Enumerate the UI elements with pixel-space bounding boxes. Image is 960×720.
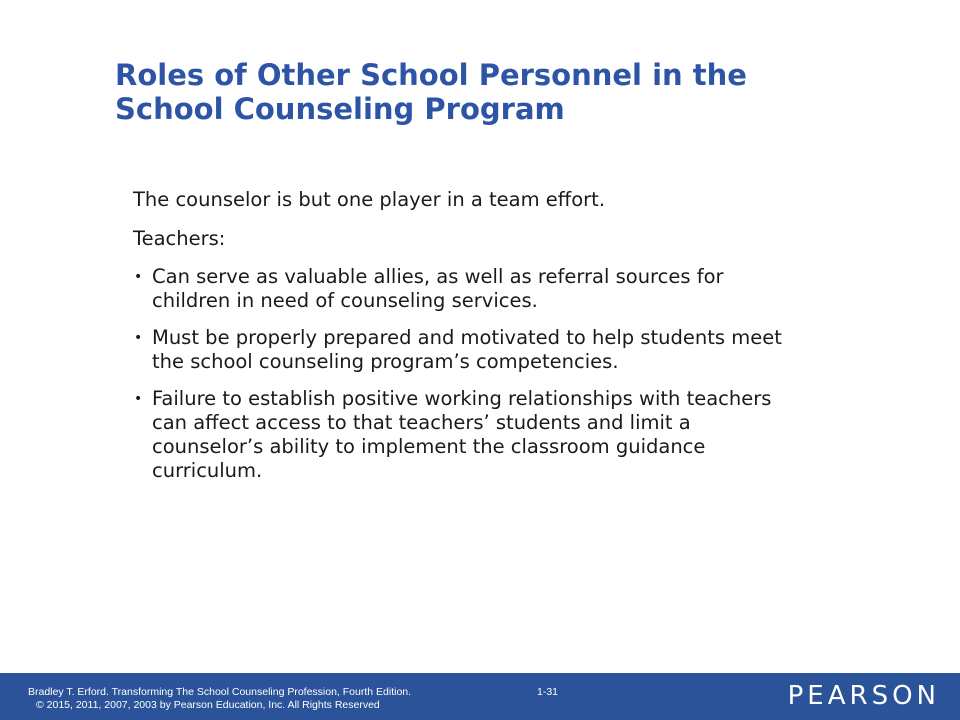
bullet-line: • Can serve as valuable allies, as well as referral sources for [152,265,724,288]
slide-title-line-2: School Counseling Program [115,92,565,126]
bullet-item [133,326,933,374]
slide-title-line-1: Roles of Other School Personnel in the [115,58,747,92]
citation-line-2: © 2015, 2011, 2007, 2003 by Pearson Education, Inc. All Rights Reserved [36,699,380,711]
bullet-line: the school counseling program’s competencies. [152,350,619,373]
teacher-bullet-list [133,265,933,483]
bullet-line: • Failure to establish positive working relationships with teachers [152,387,772,410]
intro-paragraph: The counselor is but one player in a team effort. [133,188,606,211]
teachers-heading: Teachers: [133,227,226,250]
slide-number: 1-31 [537,686,559,698]
bullet-line: curriculum. [152,459,263,482]
citation-line-1: Bradley T. Erford. Transforming The School Counseling Profession, Fourth Edition. [28,686,412,698]
bullet-line: children in need of counseling services. [152,289,538,312]
bullet-line: • Must be properly prepared and motivated to help students meet [152,326,782,349]
slide-body [133,188,933,496]
pearson-logo: PEARSON [787,681,940,711]
bullet-line: counselor’s ability to implement the classroom guidance [152,435,706,458]
slide-title [115,58,915,126]
footer-bar [0,673,960,720]
bullet-line: can affect access to that teachers’ students and limit a [152,411,691,434]
bullet-item [133,265,933,313]
citation [28,686,411,712]
bullet-item [133,387,933,483]
